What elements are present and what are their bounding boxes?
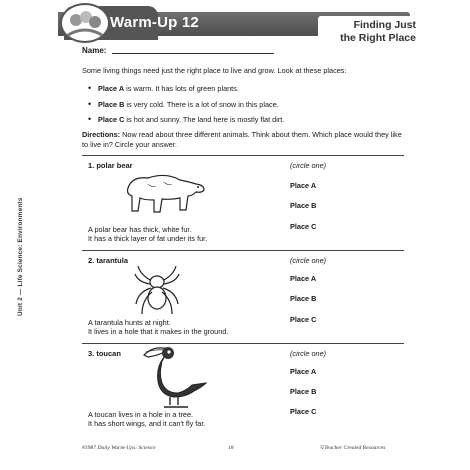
place-b-item: • Place B is very cold. There is a lot of snow in this place. <box>88 100 284 109</box>
place-c-item: • Place C is hot and sunny. The land here is mostly flat dirt. <box>88 115 284 124</box>
q2-option-c[interactable]: Place C <box>290 315 317 324</box>
unit-side-label: Unit 2 — Life Science: Environments <box>17 197 24 316</box>
question-1-description <box>88 225 268 243</box>
question-2-title: 2. tarantula <box>88 256 129 265</box>
divider <box>82 250 404 251</box>
q3-option-b[interactable]: Place B <box>290 387 317 396</box>
question-3-circle-one: (circle one) <box>290 349 327 358</box>
q3-desc-line2: It has short wings, and it can't fly far. <box>88 419 206 428</box>
divider <box>82 155 404 156</box>
footer-publisher: ©Teacher Created Resources <box>320 445 386 451</box>
q3-option-a[interactable]: Place A <box>290 367 317 376</box>
q1-option-c[interactable]: Place C <box>290 222 317 231</box>
q3-desc-line1: A toucan lives in a hole in a tree. <box>88 410 194 419</box>
toucan-illustration <box>140 343 210 416</box>
tarantula-illustration <box>132 264 182 321</box>
q1-option-a[interactable]: Place A <box>290 181 317 190</box>
kids-logo-icon <box>60 3 110 43</box>
question-2-description <box>88 318 268 336</box>
intro-text: Some living things need just the right place to live and grow. Look at these places: <box>82 66 347 75</box>
footer-book-title: #3987 Daily Warm-Ups: Science <box>82 445 156 451</box>
q2-option-a[interactable]: Place A <box>290 274 317 283</box>
name-field[interactable] <box>112 53 274 54</box>
question-1-circle-one: (circle one) <box>290 161 327 170</box>
footer-page-number: 18 <box>228 445 234 451</box>
worksheet-title: Warm-Up 12 <box>110 14 199 31</box>
topic-title <box>318 16 420 48</box>
q1-option-b[interactable]: Place B <box>290 201 317 210</box>
q2-option-b[interactable]: Place B <box>290 294 317 303</box>
question-3-title: 3. toucan <box>88 349 121 358</box>
q1-desc-line1: A polar bear has thick, white fur. <box>88 225 192 234</box>
name-label: Name: <box>82 46 107 55</box>
question-1-title: 1. polar bear <box>88 161 133 170</box>
q1-desc-line2: It has a thick layer of fat under its fur. <box>88 234 208 243</box>
divider <box>82 343 404 344</box>
q2-desc-line2: It lives in a hole that it makes in the ground. <box>88 327 229 336</box>
question-2-circle-one: (circle one) <box>290 256 327 265</box>
topic-title-line2: the Right Place <box>340 32 416 44</box>
place-a-item: • Place A is warm. It has lots of green plants. <box>88 84 284 93</box>
topic-title-line1: Finding Just <box>353 19 416 31</box>
polar-bear-illustration <box>118 166 208 221</box>
q3-option-c[interactable]: Place C <box>290 407 317 416</box>
question-3-description <box>88 410 268 428</box>
places-list <box>88 84 284 131</box>
directions-text: Directions: Now read about three different animals. Think about them. Which place would they like to live in? Circle your answer. <box>82 130 402 149</box>
q2-desc-line1: A tarantula hunts at night. <box>88 318 171 327</box>
